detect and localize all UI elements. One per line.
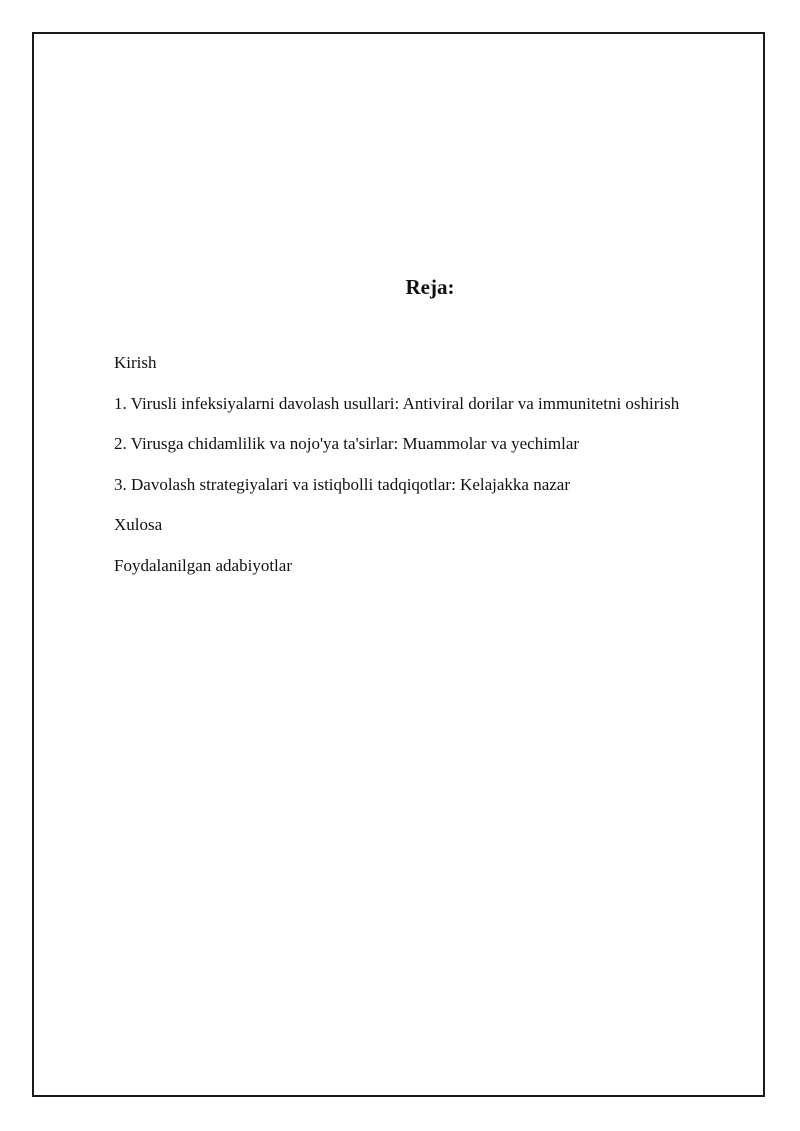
toc-item-chapter-1: 1. Virusli infeksiyalarni davolash usullari: Antiviral dorilar va immunitetni oshirish — [114, 393, 680, 413]
toc-item-conclusion: Xulosa — [114, 515, 163, 535]
toc-item-chapter-2: 2. Virusga chidamlilik va nojo'ya ta'sirlar: Muammolar va yechimlar — [114, 434, 580, 454]
toc-item-introduction: Kirish — [114, 353, 157, 372]
table-of-contents — [114, 349, 679, 593]
page-title: Reja: — [405, 275, 455, 299]
toc-item-chapter-3: 3. Davolash strategiyalari va istiqbolli tadqiqotlar: Kelajakka nazar — [114, 474, 571, 494]
toc-item-references: Foydalanilgan adabiyotlar — [114, 555, 292, 575]
